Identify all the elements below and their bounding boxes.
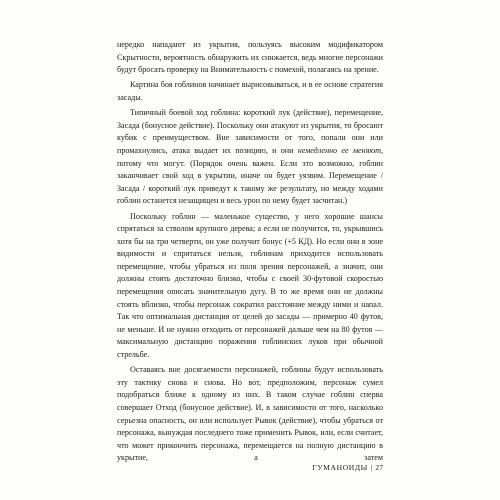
paragraph-5: Оставаясь вне досягаемости персонажей, гоблины будут использовать эту тактику снова и снова. Но вот, предположим, персонаж сумел подобраться ближе к одному из них. В таком случае гоблин сперва совершает Отход (бонусное действие). И, в зависимости от того, насколько серьезна опасность, он или использует Рывок (действие), чтобы убраться от персонажа, вынуждая последнего тоже применить Рывок, или, если считает, что может прикончить персонажа, перемещается на полную дистанцию в укрытие, а затем — [117, 365, 383, 463]
page-footer — [312, 463, 383, 472]
paragraph-4: Поскольку гоблин — маленькое существо, у него хорошие шансы спрятаться за стволом крупного дерева; а если не получится, то, укрывшись хотя бы на три четверти, он уже получит бонус (+5 КД). Но если они в зоне видимости и спрятаться нельзя, гоблинам приходится использовать перемещение, чтобы убраться из поля зрения персонажей, а значит, они должны стоять достаточно близко, чтобы с своей 30-футовой скоростью перемещения описать значительную дугу. В то же время они не должны стоять вблизко, чтобы персонаж сократил расстояние между ними и напал. Так что оптимальная дистанция от целей до засады — примерно 40 футов, не меньше. И не нужно отходить от персонажей дальше чем на 80 футов — максимальную дистанцию поражения гоблинских луков при обычной стрельбе. — [117, 211, 383, 360]
paragraph-3: Типичный боевой ход гоблина: короткий лук (действие), перемещение, Засада (бонусное действие). Поскольку они атакуют из укрытия, то бросают кубик с преимуществом. Вне зависимости от того, попали они или промахнулись, атака выдает их позицию, и они немедленно ее меняют, потому что могут. (Порядок очень важен. Если это возможно, гоблин заканчивает свой ход в укрытии, иначе он будет уязвим. Перемещение / Засада / короткий лук приведут к такому же результату, но между ходами гоблин останется незащищен и весь урон по нему будет засчитан.) — [117, 108, 383, 206]
body-text — [117, 39, 383, 468]
paragraph-2: Картина боя гоблинов начинает вырисовываться, и в ее основе стратегия засады. — [117, 80, 383, 102]
italic-emphasis: немедленно ее меняют — [297, 145, 381, 155]
running-head: ГУМАНОИДЫ — [312, 463, 368, 472]
paragraph-1: нередко нападают из укрытия, пользуясь высоким модификатором Скрытности, вероятность обнаружить их снижается, ведь многие персонажи будут бросать проверку на Внимательность с помехой, полагаясь на зрение. — [117, 40, 383, 75]
page-number: 27 — [375, 463, 383, 472]
footer-separator: | — [370, 463, 373, 472]
